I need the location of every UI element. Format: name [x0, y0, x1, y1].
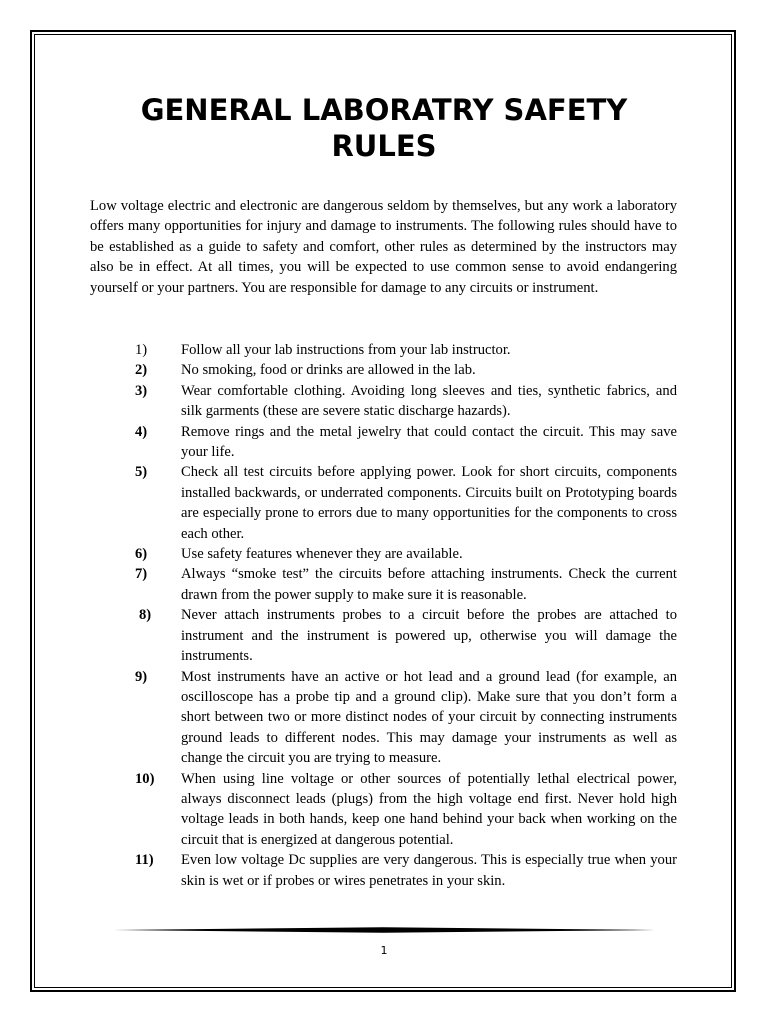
rule-number: 1): [135, 342, 148, 358]
rule-item: [90, 605, 677, 666]
rule-item: [90, 422, 677, 463]
intro-paragraph: Low voltage electric and electronic are dangerous seldom by themselves, but any work a laboratory offers many opportunities for injury and damage to instruments. The following rules should have to be established as a guide to safety and comfort, other rules as determined by the instructors may also be in effect. At all times, you will be expected to use common sense to avoid endangering yourself or your partners. You are responsible for damage to any circuits or instrument.: [90, 198, 677, 296]
rule-text: Even low voltage Dc supplies are very dangerous. This is especially true when your skin is wet or if probes or wires penetrates in your skin.: [181, 852, 677, 889]
rule-number: 6): [135, 546, 148, 563]
rule-number: 5): [135, 464, 148, 481]
rule-item: [90, 850, 677, 891]
rule-number: 7): [135, 566, 148, 583]
rule-text: Use safety features whenever they are available.: [181, 546, 463, 563]
rule-text: Always “smoke test” the circuits before attaching instruments. Check the current drawn from the power supply to make sure it is reasonable.: [181, 566, 677, 603]
rule-item: [90, 667, 677, 769]
footer-divider: [113, 924, 655, 936]
rule-text: No smoking, food or drinks are allowed in the lab.: [181, 362, 476, 379]
rule-item: [90, 360, 677, 380]
rule-text: Check all test circuits before applying power. Look for short circuits, components installed backwards, or underrated components. Circuits built on Prototyping boards are especially prone to errors due to many opportunities for the components to cross each other.: [181, 464, 677, 542]
document-title: GENERAL LABORATRY SAFETY RULES: [140, 93, 628, 163]
rule-text: Wear comfortable clothing. Avoiding long sleeves and ties, synthetic fabrics, and silk garments (these are severe static discharge hazards).: [181, 382, 677, 420]
rules-list: [90, 340, 677, 891]
rule-text: Most instruments have an active or hot lead and a ground lead (for example, an oscilloscope has a probe tip and a ground clip). Make sure that you don’t form a short between two or more distinct nodes of your circuit by connecting instruments ground leads to different nodes. This may damage your instruments as well as change the circuit you are trying to measure.: [181, 668, 677, 767]
rule-item: [90, 381, 677, 422]
rule-item: [90, 462, 677, 544]
rule-item: [90, 564, 677, 605]
page-number: 1: [380, 944, 388, 957]
rule-text: Never attach instruments probes to a circuit before the probes are attached to instrument and the instrument is powered up, otherwise you will damage the instruments.: [181, 607, 677, 665]
rule-number: 11): [135, 852, 154, 869]
rule-number: 2): [135, 362, 148, 379]
rule-number: 8): [139, 607, 152, 624]
rule-item: [90, 340, 677, 360]
rule-text: When using line voltage or other sources of potentially lethal electrical power, always disconnect leads (plugs) from the high voltage end first. Never hold high voltage leads in both hands, keep one hand behind your back when working on the circuit that is energized at dangerous potential.: [181, 770, 677, 848]
rule-number: 9): [135, 668, 148, 685]
rule-text: Follow all your lab instructions from your lab instructor.: [181, 342, 511, 358]
rule-item: [90, 769, 677, 851]
rule-number: 4): [135, 423, 148, 440]
rule-number: 3): [135, 382, 148, 399]
rule-text: Remove rings and the metal jewelry that could contact the circuit. This may save your life.: [181, 423, 677, 461]
rule-number: 10): [135, 770, 155, 787]
rule-item: [90, 544, 677, 564]
